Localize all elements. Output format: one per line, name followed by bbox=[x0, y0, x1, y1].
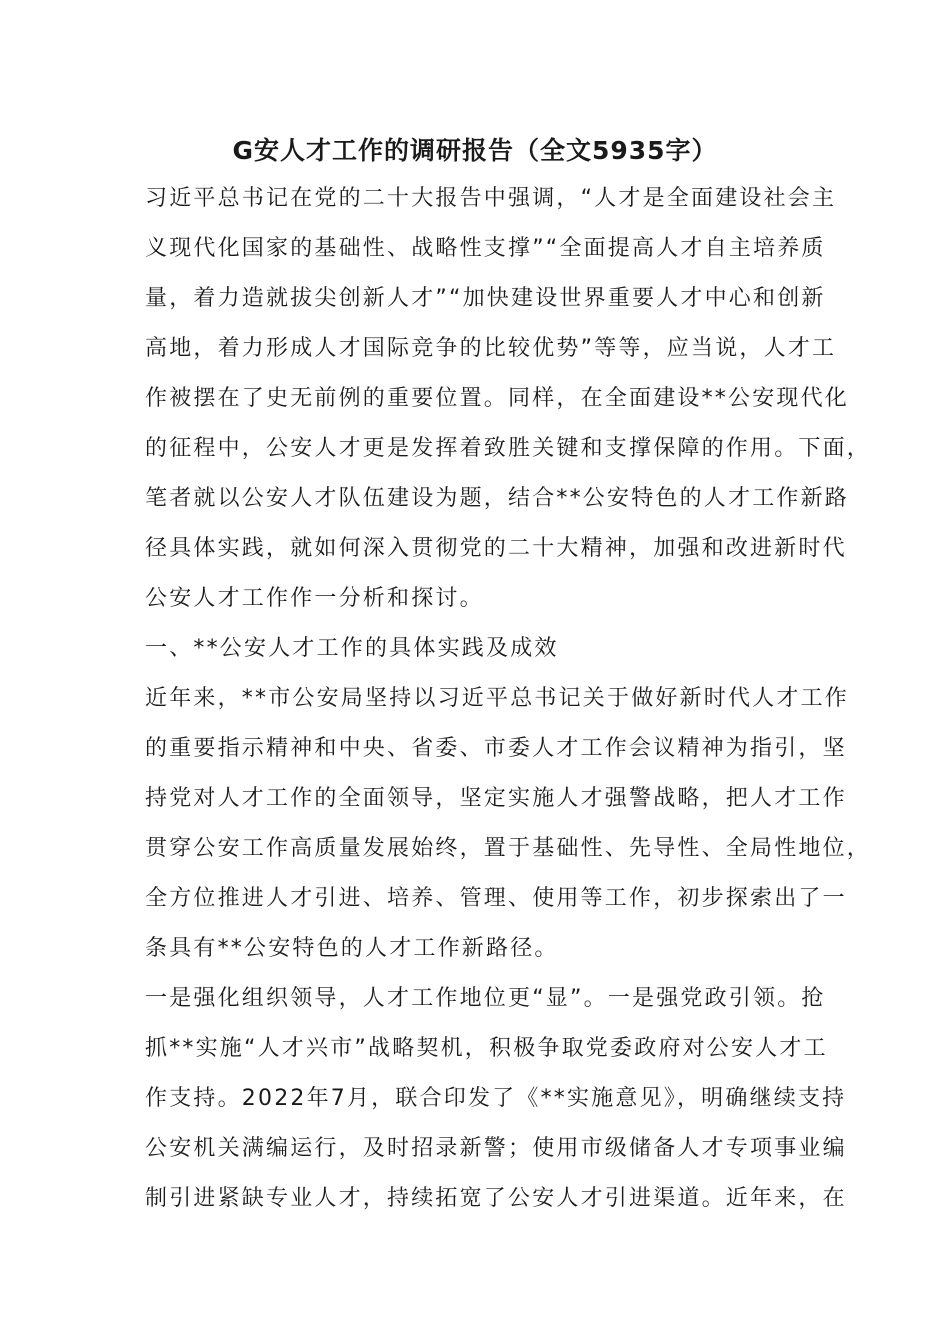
paragraph-line: 作支持。2022年7月，联合印发了《**实施意见》，明确继续支持 bbox=[145, 1086, 847, 1111]
paragraph-line: 高地，着力形成人才国际竞争的比较优势”等等，应当说，人才工 bbox=[145, 336, 837, 361]
paragraph-line: 径具体实践，就如何深入贯彻党的二十大精神，加强和改进新时代 bbox=[145, 536, 847, 561]
paragraph-line: 贯穿公安工作高质量发展始终，置于基础性、先导性、全局性地位， bbox=[145, 836, 872, 861]
paragraph-line: 公安人才工作作一分析和探讨。 bbox=[145, 586, 484, 611]
paragraph-line: 公安机关满编运行，及时招录新警；使用市级储备人才专项事业编 bbox=[145, 1136, 847, 1161]
paragraph-line: 作被摆在了史无前例的重要位置。同样，在全面建设**公安现代化 bbox=[145, 386, 850, 411]
paragraph-line: 近年来，**市公安局坚持以习近平总书记关于做好新时代人才工作 bbox=[145, 686, 850, 711]
paragraph-line: 条具有**公安特色的人才工作新路径。 bbox=[145, 936, 559, 961]
paragraph-line: 抓**实施“人才兴市”战略契机，积极争取党委政府对公安人才工 bbox=[145, 1036, 828, 1061]
paragraph-line: 制引进紧缺专业人才，持续拓宽了公安人才引进渠道。近年来，在 bbox=[145, 1186, 847, 1211]
paragraph-line: 全方位推进人才引进、培养、管理、使用等工作，初步探索出了一 bbox=[145, 886, 847, 911]
section-heading: 一、**公安人才工作的具体实践及成效 bbox=[145, 636, 559, 661]
paragraph-line: 义现代化国家的基础性、战略性支撑”“全面提高人才自主培养质 bbox=[145, 236, 826, 261]
paragraph-line: 量，着力造就拔尖创新人才”“加快建设世界重要人才中心和创新 bbox=[145, 286, 826, 311]
paragraph-line: 一是强化组织领导，人才工作地位更“显”。一是强党政引领。抢 bbox=[145, 986, 826, 1011]
document-title: G安人才工作的调研报告（全文5935字） bbox=[232, 136, 718, 165]
paragraph-line: 习近平总书记在党的二十大报告中强调，“人才是全面建设社会主 bbox=[145, 186, 837, 211]
paragraph-line: 持党对人才工作的全面领导，坚定实施人才强警战略，把人才工作 bbox=[145, 786, 847, 811]
paragraph-line: 的重要指示精神和中央、省委、市委人才工作会议精神为指引，坚 bbox=[145, 736, 847, 761]
paragraph-line: 的征程中，公安人才更是发挥着致胜关键和支撑保障的作用。下面， bbox=[145, 436, 872, 461]
paragraph-line: 笔者就以公安人才队伍建设为题，结合**公安特色的人才工作新路 bbox=[145, 486, 850, 511]
